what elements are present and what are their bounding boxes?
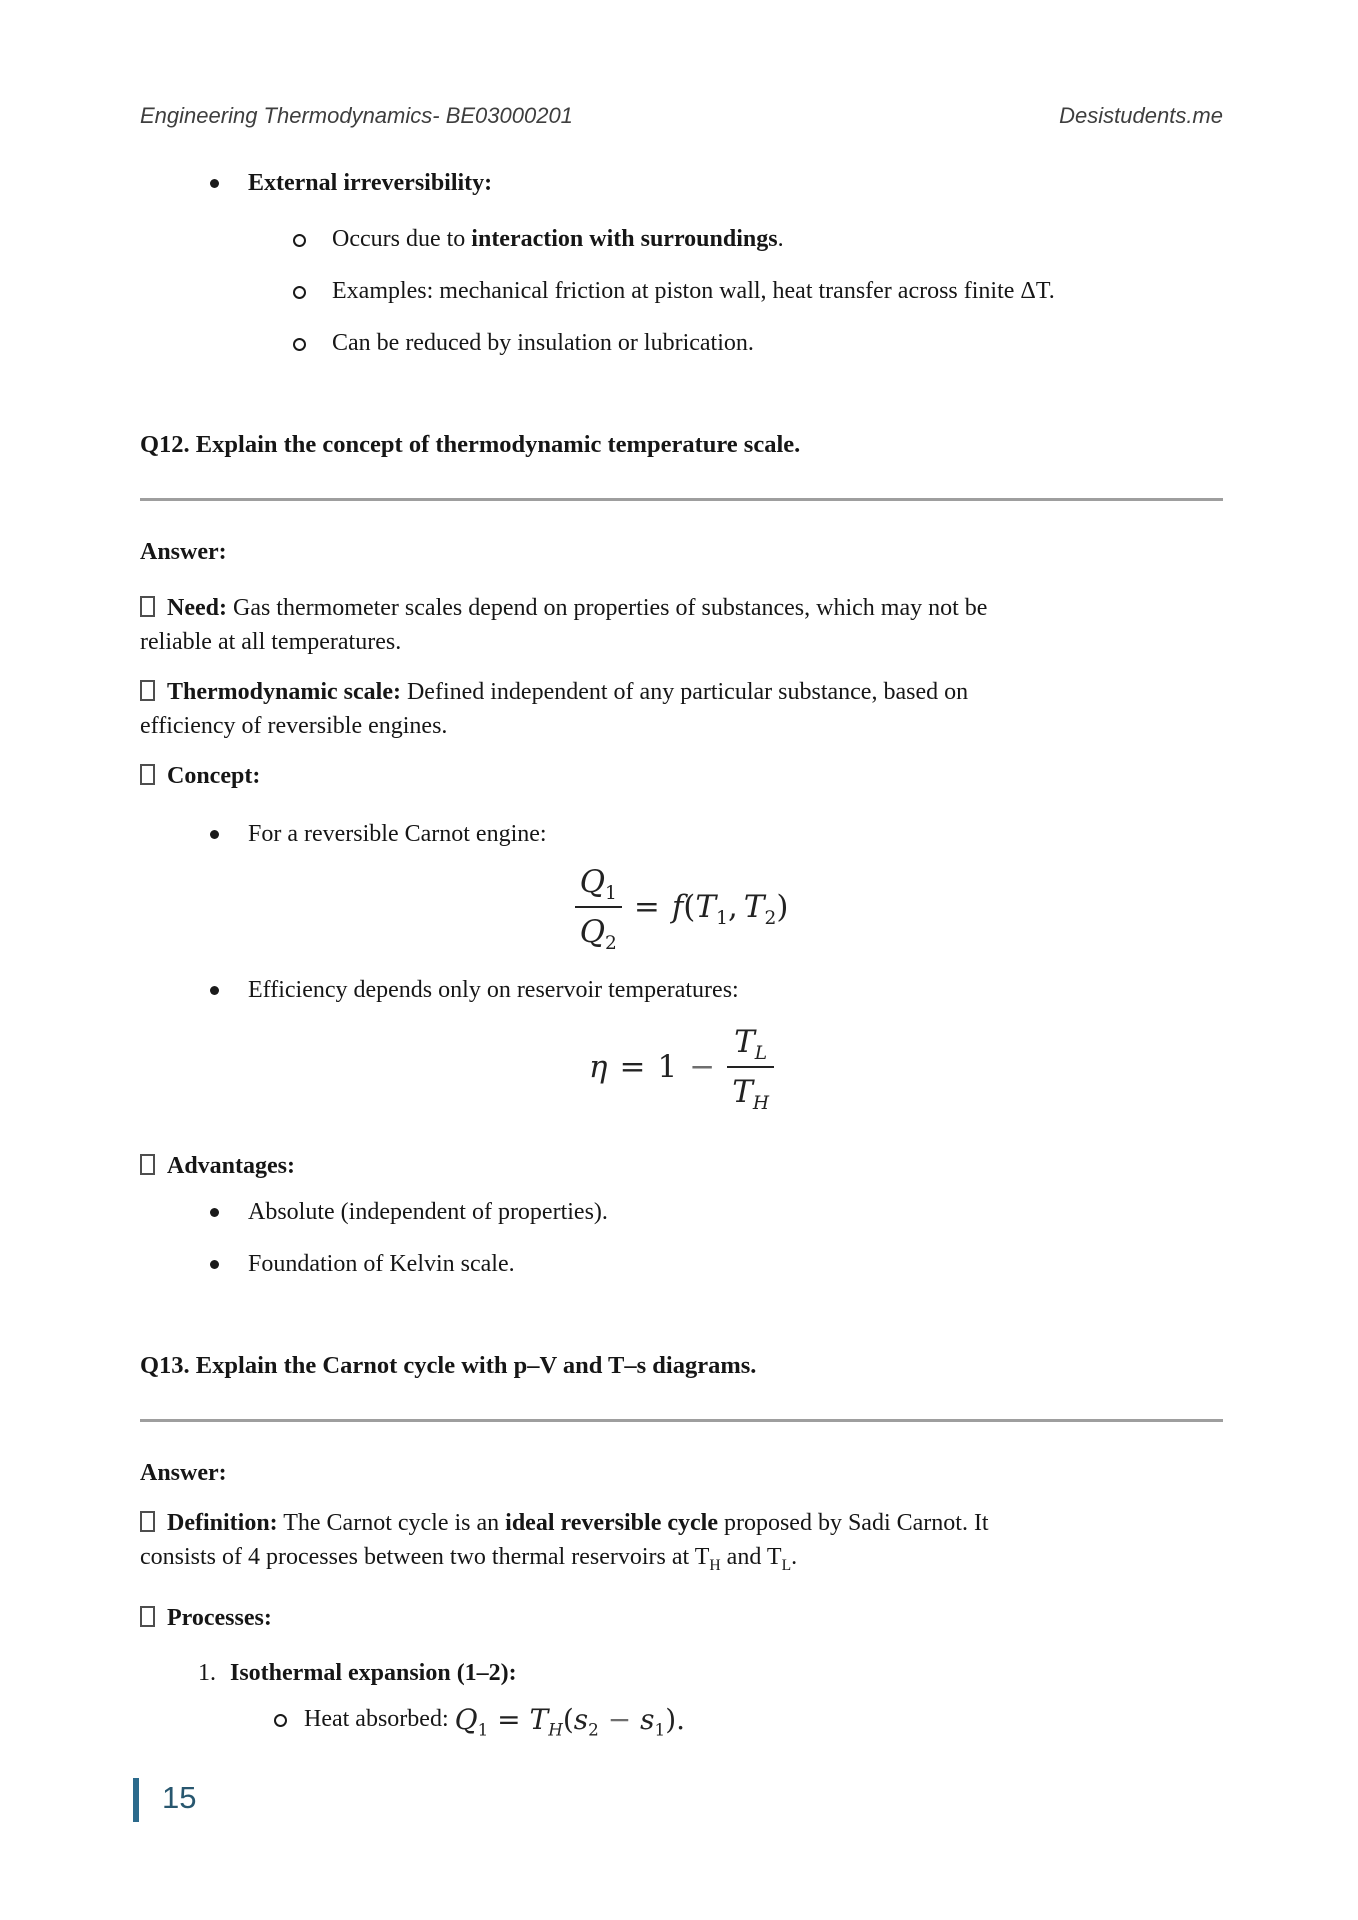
paragraph-definition: Definition: The Carnot cycle is an ideal reversible cycle proposed by Sadi Carnot. It consists of 4 processes between two thermal reservoirs at $T_H$ and $T_L$.	[140, 1510, 989, 1574]
list-item-text: For a reversible Carnot engine:	[248, 821, 547, 847]
bullet-icon	[210, 1208, 219, 1217]
missing-glyph-icon	[140, 596, 155, 617]
header-course-title: Engineering Thermodynamics- BE03000201	[140, 103, 573, 128]
header-site-name: Desistudents.me	[1059, 103, 1223, 128]
formula-carnot-ratio: $\frac{Q_1}{Q_2}$ = $f(T_1$, $T_2$)	[140, 861, 1223, 953]
list-item	[140, 222, 1223, 256]
divider	[140, 498, 1223, 501]
fraction: $\frac{T_L}{T_H}$	[727, 1023, 774, 1111]
missing-glyph-icon	[140, 764, 155, 785]
list-item-efficiency	[140, 973, 1223, 1007]
paragraph-need: Need: Gas thermometer scales depend on properties of substances, which may not be reliable at all temperatures.	[140, 595, 988, 655]
page-footer	[133, 1778, 1223, 1822]
accent-bar	[133, 1778, 139, 1822]
list-item-carnot-engine	[140, 817, 1223, 851]
paragraph-thermodynamic-scale: Thermodynamic scale: Defined independent of any particular substance, based on efficiency of reversible engines.	[140, 679, 969, 739]
list-item-advantage	[140, 1195, 1223, 1229]
list-item-text: Examples: mechanical friction at piston wall, heat transfer across finite ΔT.	[332, 278, 1055, 304]
section-label-advantages: Advantages:	[140, 1149, 1223, 1183]
list-item-title: External irreversibility:	[248, 170, 493, 196]
divider	[140, 1419, 1223, 1422]
list-item-advantage	[140, 1247, 1223, 1281]
item-title: Isothermal expansion (1–2):	[230, 1659, 517, 1686]
section-label-concept: Concept:	[140, 759, 1223, 793]
list-item	[140, 274, 1223, 308]
formula-efficiency: η = 1 − $\frac{T_L}{T_H}$	[140, 1021, 1223, 1113]
item-number: 1.	[198, 1659, 216, 1686]
list-item	[140, 326, 1223, 360]
list-item-text: Foundation of Kelvin scale.	[248, 1251, 515, 1277]
page-header	[140, 103, 1223, 129]
bullet-icon	[210, 179, 219, 188]
missing-glyph-icon	[140, 680, 155, 701]
answer-label: Answer:	[140, 539, 227, 565]
hollow-bullet-icon	[293, 286, 306, 299]
bullet-icon	[210, 986, 219, 995]
page-number: 15	[162, 1779, 197, 1815]
missing-glyph-icon	[140, 1606, 155, 1627]
list-item-external-irreversibility	[140, 166, 1223, 200]
formula-rhs: $f(T_1$, $T_2$)	[671, 889, 789, 930]
answer-label: Answer:	[140, 1460, 227, 1486]
section-label-processes: Processes:	[140, 1601, 1223, 1635]
question-heading-q12: Q12. Explain the concept of thermodynamic temperature scale.	[140, 431, 801, 458]
hollow-bullet-icon	[293, 338, 306, 351]
bullet-icon	[210, 830, 219, 839]
numbered-item-isothermal-expansion	[140, 1656, 1223, 1690]
list-item-text: Occurs due to interaction with surroundings.	[332, 226, 784, 252]
missing-glyph-icon	[140, 1511, 155, 1532]
hollow-bullet-icon	[293, 234, 306, 247]
list-item-text: Absolute (independent of properties).	[248, 1199, 608, 1225]
list-item-text: Heat absorbed: $Q_1 = T_H(s_2 - s_1)$.	[304, 1702, 686, 1740]
list-item-text: Efficiency depends only on reservoir temperatures:	[248, 977, 739, 1003]
formula-heat-absorbed: $Q_1 = T_H(s_2 - s_1)$.	[454, 1702, 686, 1740]
missing-glyph-icon	[140, 1154, 155, 1175]
hollow-bullet-icon	[274, 1714, 287, 1727]
question-heading-q13: Q13. Explain the Carnot cycle with p–V and T–s diagrams.	[140, 1352, 757, 1379]
list-item-heat-absorbed	[140, 1702, 1223, 1750]
fraction: $\frac{Q_1}{Q_2}$	[575, 863, 622, 951]
list-item-text: Can be reduced by insulation or lubrication.	[332, 330, 754, 356]
bullet-icon	[210, 1260, 219, 1269]
